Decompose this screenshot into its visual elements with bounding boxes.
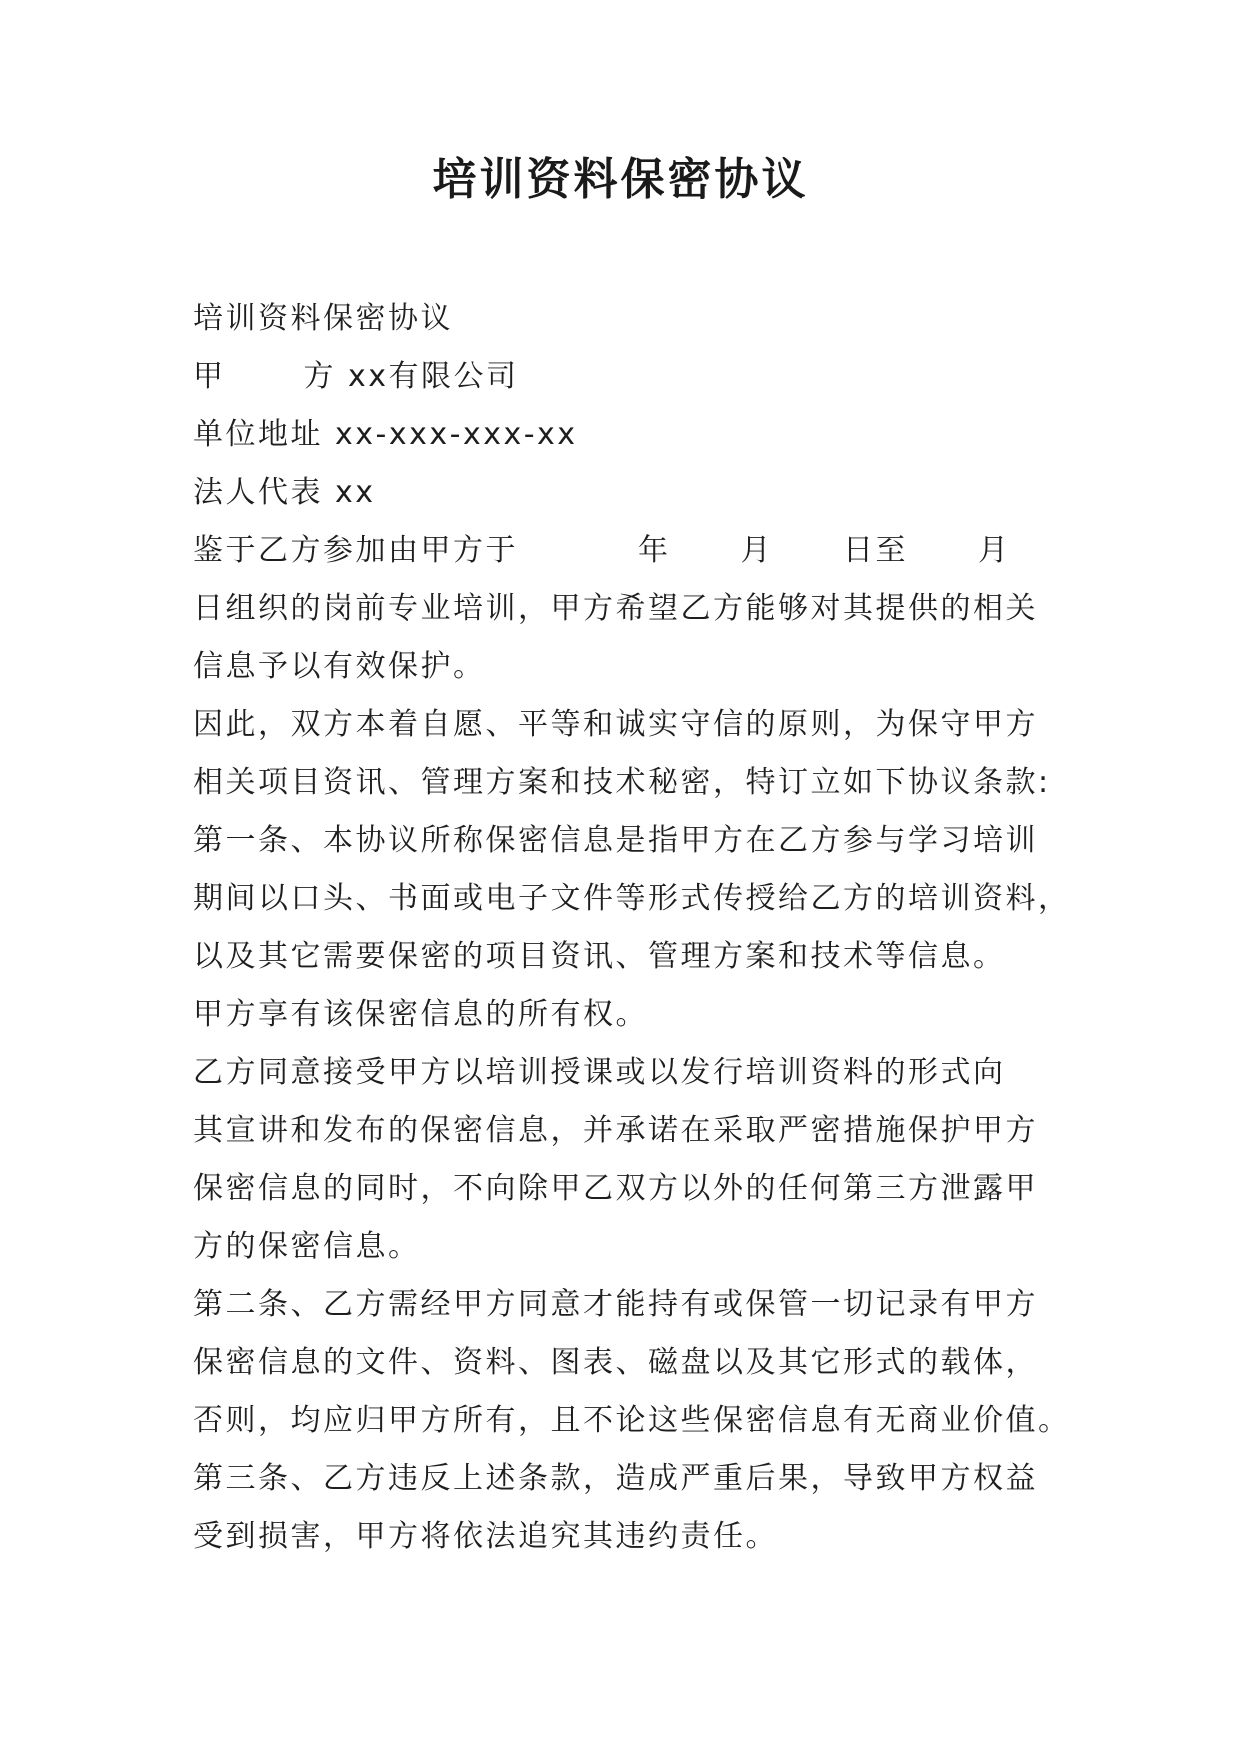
body-line: 受到损害，甲方将依法追究其违约责任。	[193, 1519, 778, 1554]
body-line: 方的保密信息。	[193, 1229, 421, 1264]
body-line: 否则，均应归甲方所有，且不论这些保密信息有无商业价值。	[193, 1403, 1071, 1438]
party-a-label-2: 方	[303, 359, 336, 394]
recital-start: 鉴于乙方参加由甲方于	[193, 533, 518, 568]
body-line: 信息予以有效保护。	[193, 649, 486, 684]
party-a-label-1: 甲	[193, 359, 226, 394]
recital-line	[193, 522, 1063, 580]
body-line: 因此，双方本着自愿、平等和诚实守信的原则，为保守甲方	[193, 707, 1038, 742]
party-a-value: xx有限公司	[348, 359, 519, 394]
body-line: 第一条、本协议所称保密信息是指甲方在乙方参与学习培训	[193, 823, 1038, 858]
body-line: 培训资料保密协议	[193, 301, 453, 336]
party-a-line	[193, 348, 1063, 406]
body-line: 乙方同意接受甲方以培训授课或以发行培训资料的形式向	[193, 1055, 1006, 1090]
body-line: 其宣讲和发布的保密信息，并承诺在采取严密措施保护甲方	[193, 1113, 1038, 1148]
document-title: 培训资料保密协议	[432, 154, 809, 205]
body-line: 日组织的岗前专业培训，甲方希望乙方能够对其提供的相关	[193, 591, 1038, 626]
address-line	[193, 406, 1063, 464]
body-line: 甲方享有该保密信息的所有权。	[193, 997, 648, 1032]
legal-rep-label: 法人代表	[193, 475, 323, 510]
body-line: 期间以口头、书面或电子文件等形式传授给乙方的培训资料，	[193, 881, 1071, 916]
body-line: 第二条、乙方需经甲方同意才能持有或保管一切记录有甲方	[193, 1287, 1038, 1322]
legal-rep-value: xx	[335, 475, 376, 510]
body-line: 保密信息的同时，不向除甲乙双方以外的任何第三方泄露甲	[193, 1171, 1038, 1206]
date-day-to: 日至	[843, 533, 908, 568]
date-month-1: 月	[740, 533, 773, 568]
address-label: 单位地址	[193, 417, 323, 452]
body-line: 以及其它需要保密的项目资讯、管理方案和技术等信息。	[193, 939, 1006, 974]
document-body	[193, 290, 1071, 1566]
body-line: 保密信息的文件、资料、图表、磁盘以及其它形式的载体，	[193, 1345, 1038, 1380]
body-line: 第三条、乙方违反上述条款，造成严重后果，导致甲方权益	[193, 1461, 1038, 1496]
body-line: 相关项目资讯、管理方案和技术秘密，特订立如下协议条款:	[193, 765, 1051, 800]
address-value: xx-xxx-xxx-xx	[335, 417, 578, 452]
date-year: 年	[638, 533, 671, 568]
date-month-2: 月	[978, 533, 1011, 568]
legal-rep-line	[193, 464, 1063, 522]
